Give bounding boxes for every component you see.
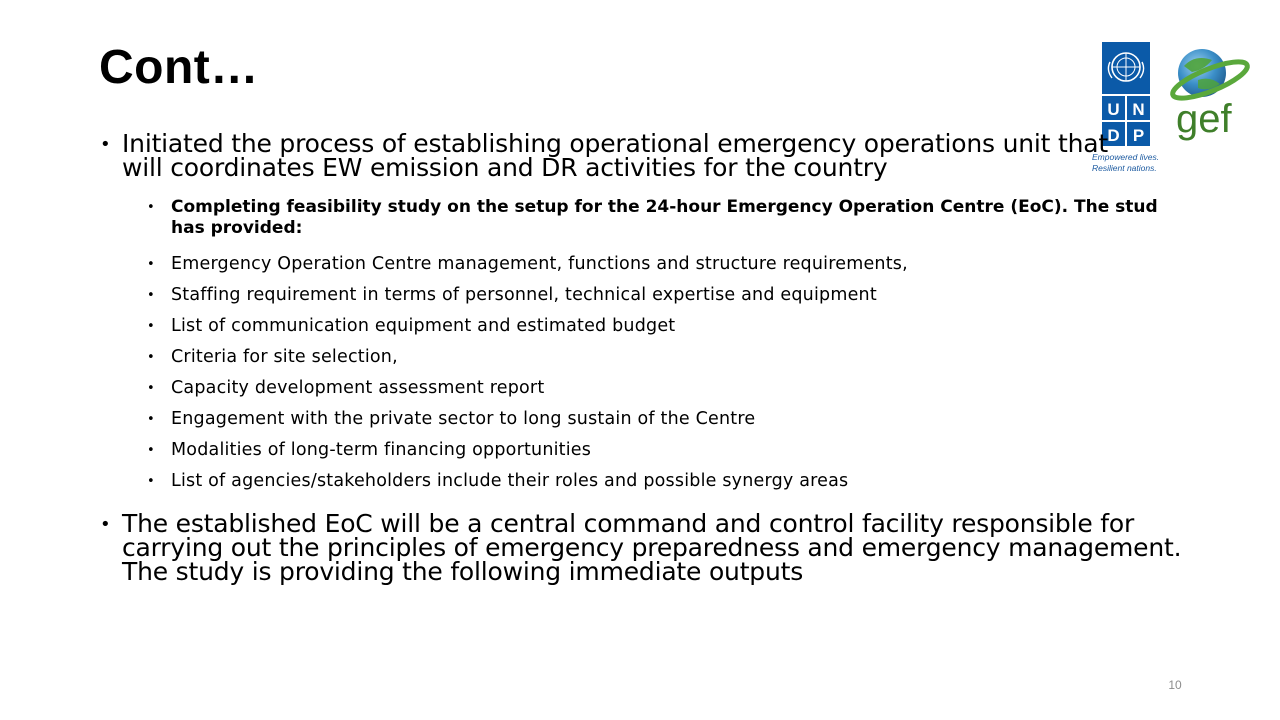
bullet-level1-item [100, 129, 1152, 182]
bullet-level1-item [100, 509, 1182, 586]
bullet-text: Capacity development assessment report [171, 378, 545, 398]
bullet-dot-icon: • [147, 257, 155, 272]
undp-letter-n: N [1132, 100, 1145, 119]
undp-tagline-2: Resilient nations. [1092, 163, 1157, 173]
undp-letter-u: U [1107, 100, 1120, 119]
bullet-level2-item [147, 254, 1171, 275]
bullet-text: List of agencies/stakeholders include their roles and possible synergy areas [171, 471, 849, 491]
bullet-text: Criteria for site selection, [171, 347, 398, 367]
bullet-level2-item [147, 378, 1171, 399]
bullet-text: List of communication equipment and estimated budget [171, 316, 676, 336]
bullet-dot-icon: • [147, 319, 155, 334]
bullet-dot-icon: • [147, 474, 155, 489]
bullet-text: Modalities of long-term financing opportunities [171, 440, 592, 460]
bullet-dot-icon: • [147, 288, 155, 303]
gef-wordmark: gef [1176, 97, 1232, 141]
undp-letter-p: P [1132, 126, 1145, 145]
bullet-level2-item [147, 409, 1171, 430]
bullet-dot-icon: • [147, 412, 155, 427]
bullet-text: Engagement with the private sector to long sustain of the Centre [171, 409, 756, 429]
bullet-level2-item [147, 440, 1171, 461]
bullet-dot-icon: • [147, 443, 155, 458]
bullet-dot-icon: • [147, 350, 155, 365]
bullet-text: Staffing requirement in terms of personnel, technical expertise and equipment [171, 285, 877, 305]
bullet-level2-item [147, 471, 1171, 492]
bullet-text: The established EoC will be a central command and control facility responsible for carrying out the principles of emergency preparedness and emergency management. The study is providing the following immediate outputs [122, 509, 1182, 586]
bullet-dot-icon: • [147, 200, 155, 215]
bullet-dot-icon: • [147, 381, 155, 396]
bullet-text: Completing feasibility study on the setup for the 24-hour Emergency Operation Centre (EoC). The stud has provided: [171, 197, 1158, 238]
page-number: 10 [1168, 678, 1182, 692]
bullet-level2-item [147, 347, 1171, 368]
undp-letter-d: D [1107, 126, 1120, 145]
bullet-dot-icon: • [100, 514, 111, 535]
bullet-level2-item [147, 316, 1171, 337]
bullet-dot-icon: • [100, 134, 111, 155]
slide-title: Cont… [99, 41, 259, 94]
bullet-level2-item [147, 197, 1161, 239]
bullet-text: Initiated the process of establishing operational emergency operations unit that will coordinates EW emission and DR activities for the country [122, 129, 1108, 182]
undp-tagline-1: Empowered lives. [1092, 152, 1160, 162]
bullet-text: Emergency Operation Centre management, functions and structure requirements, [171, 254, 908, 274]
bullet-level2-item [147, 285, 1171, 306]
